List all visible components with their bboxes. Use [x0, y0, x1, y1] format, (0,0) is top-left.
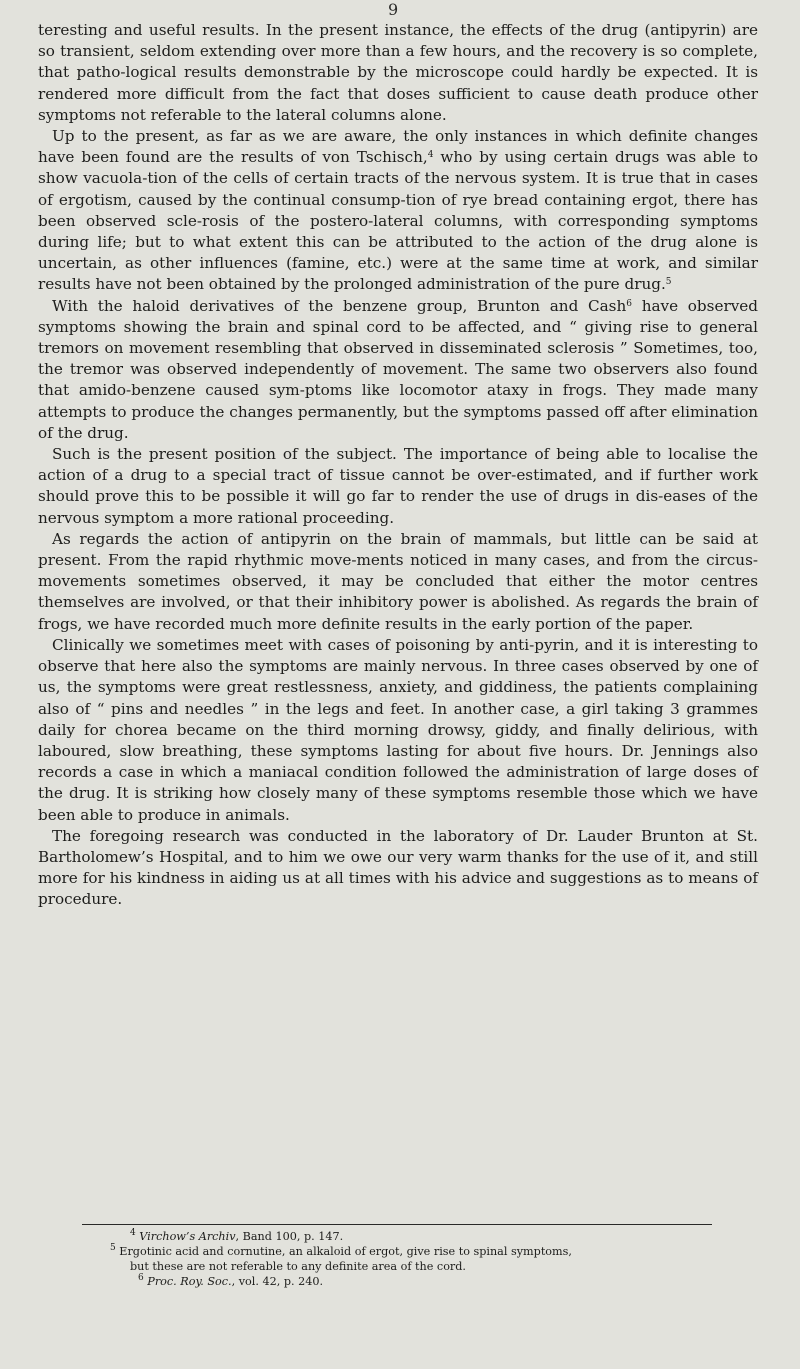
- paragraph-1: teresting and useful results. In the present instance, the effects of the drug (antipyrin) are so transient, seldom extending over more than a few hours, and the recovery is so complete, that patho-logical results demonstrable by the microscope could hardly be expected. It is rendered more difficult from the fact that doses sufficient to cause death produce other symptoms not referable to the lateral columns alone.: [38, 21, 758, 124]
- footnote-ref-5[interactable]: 5: [665, 277, 672, 288]
- paragraph-5: As regards the action of antipyrin on the brain of mammals, but little can be said at present. From the rapid rhythmic move-ments noticed in many cases, and from the circus-movements sometimes observed, it may be concluded that either the motor centres themselves are involved, or that their inhibitory power is abolished. As regards the brain of frogs, we have recorded much more definite results in the early portion of the paper.: [38, 529, 758, 633]
- paragraph-2: Up to the present, as far as we are aware, the only instances in which definite changes have been found are the results of von Tschisch,$^4$ who by using certain drugs was able to show vacuola-tion of the cells of certain tracts of the nervous system. It is true that in cases of ergotism, caused by the continual consump-tion of rye bread containing ergot, there has been observed scle-rosis of the postero-lateral columns, with corresponding symptoms during life; but to what extent this can be attributed to the action of the drug alone is uncertain, as other influences (famine, etc.) were at the same time at work, and similar results have not been obtained by the prolonged administration of the pure drug.$^5$: [38, 127, 758, 294]
- footnote-6: $^6$ Proc. Roy. Soc., vol. 42, p. 240.: [138, 1273, 324, 1288]
- paragraph-3: With the haloid derivatives of the benzene group, Brunton and Cash$^6$ have observed symptoms showing the brain and spinal cord to be affected, and “ giving rise to general tremors on movement resembling that observed in disseminated sclerosis ” Sometimes, too, the tremor was observed independently of movement. The same two observers also found that amido-benzene caused sym-ptoms like locomotor ataxy in frogs. They made many attempts to produce the changes permanently, but the symptoms passed off after elimination of the drug.: [38, 296, 758, 442]
- footnote-5-continued: but these are not referable to any definite area of the cord.: [130, 1260, 466, 1273]
- footnote-5: $^5$ Ergotinic acid and cornutine, an alkaloid of ergot, give rise to spinal symptoms,: [110, 1243, 572, 1258]
- paragraph-4: Such is the present position of the subject. The importance of being able to localise the action of a drug to a special tract of tissue cannot be over-estimated, and if further work should prove this to be possible it will go far to render the use of drugs in dis-eases of the nervous symptom a more rational proceeding.: [38, 445, 758, 527]
- body-text: [38, 20, 758, 911]
- footnote-ref-6[interactable]: 6: [626, 298, 632, 309]
- footnote-4: $^4$ Virchow’s Archiv, Band 100, p. 147.: [130, 1228, 344, 1243]
- page-number: 9: [388, 0, 399, 19]
- footnotes: [110, 1229, 700, 1289]
- footnote-ref-4[interactable]: 4: [427, 150, 434, 161]
- paragraph-7: The foregoing research was conducted in the laboratory of Dr. Lauder Brunton at St. Bartholomew’s Hospital, and to him we owe our very warm thanks for the use of it, and still more for his kindness in aiding us at all times with his advice and suggestions as to means of procedure.: [38, 826, 758, 909]
- paragraph-6: Clinically we sometimes meet with cases of poisoning by anti-pyrin, and it is interesting to observe that here also the symptoms are mainly nervous. In three cases observed by one of us, the symptoms were great restlessness, anxiety, and giddiness, the patients complaining also of “ pins and needles ” in the legs and feet. In another case, a girl taking 3 grammes daily for chorea became on the third morning drowsy, giddy, and finally delirious, with laboured, slow breathing, these symptoms lasting for about five hours. Dr. Jennings also records a case in which a maniacal condition followed the administration of large doses of the drug. It is striking how closely many of these symptoms resemble those which we have been able to produce in animals.: [38, 635, 758, 824]
- footnote-divider: [82, 1224, 712, 1225]
